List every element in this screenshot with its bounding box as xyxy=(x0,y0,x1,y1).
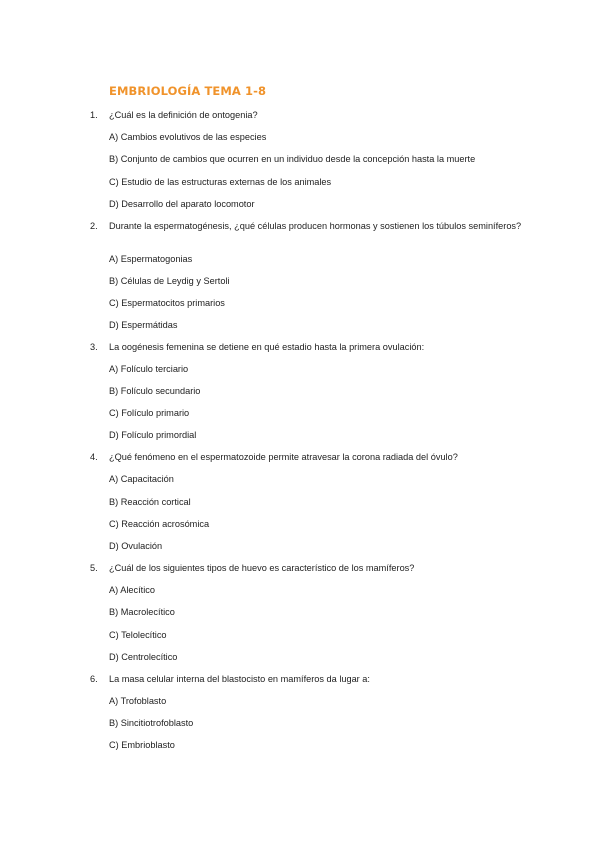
question-text: ¿Cuál es la definición de ontogenia? xyxy=(109,110,258,120)
option-3a: A) Folículo terciario xyxy=(109,364,189,374)
question-text: ¿Qué fenómeno en el espermatozoide permite atravesar la corona radiada del óvulo? xyxy=(109,452,458,462)
option-6a: A) Trofoblasto xyxy=(109,696,167,706)
option-5a: A) Alecítico xyxy=(109,585,155,595)
question-number: 5. xyxy=(90,563,98,573)
question-text: Durante la espermatogénesis, ¿qué células producen hormonas y sostienen los túbulos seminíferos? xyxy=(109,221,522,231)
option-5c: C) Telolecítico xyxy=(109,630,167,640)
option-2d: D) Espermátidas xyxy=(109,320,178,330)
document-title: EMBRIOLOGÍA TEMA 1-8 xyxy=(109,84,267,98)
question-text: La masa celular interna del blastocisto en mamíferos da lugar a: xyxy=(109,674,370,684)
option-3b: B) Folículo secundario xyxy=(109,386,201,396)
option-4a: A) Capacitación xyxy=(109,474,174,484)
question-number: 2. xyxy=(90,221,98,231)
question-number: 3. xyxy=(90,342,98,352)
option-4c: C) Reacción acrosómica xyxy=(109,519,210,529)
option-3d: D) Folículo primordial xyxy=(109,430,197,440)
option-4b: B) Reacción cortical xyxy=(109,497,191,507)
question-text: ¿Cuál de los siguientes tipos de huevo es característico de los mamíferos? xyxy=(109,563,415,573)
question-number: 1. xyxy=(90,110,98,120)
question-text: La oogénesis femenina se detiene en qué estadio hasta la primera ovulación: xyxy=(109,342,425,352)
option-5b: B) Macrolecítico xyxy=(109,607,175,617)
question-number: 6. xyxy=(90,674,98,684)
option-1a: A) Cambios evolutivos de las especies xyxy=(109,132,267,142)
option-5d: D) Centrolecítico xyxy=(109,652,178,662)
option-1d: D) Desarrollo del aparato locomotor xyxy=(109,199,255,209)
option-1c: C) Estudio de las estructuras externas de los animales xyxy=(109,177,332,187)
option-1b: B) Conjunto de cambios que ocurren en un individuo desde la concepción hasta la muerte xyxy=(109,154,476,164)
option-4d: D) Ovulación xyxy=(109,541,163,551)
option-2c: C) Espermatocitos primarios xyxy=(109,298,225,308)
question-number: 4. xyxy=(90,452,98,462)
option-3c: C) Folículo primario xyxy=(109,408,190,418)
option-6b: B) Sincitiotrofoblasto xyxy=(109,718,194,728)
option-6c: C) Embrioblasto xyxy=(109,740,175,750)
option-2a: A) Espermatogonias xyxy=(109,254,193,264)
option-2b: B) Células de Leydig y Sertoli xyxy=(109,276,230,286)
